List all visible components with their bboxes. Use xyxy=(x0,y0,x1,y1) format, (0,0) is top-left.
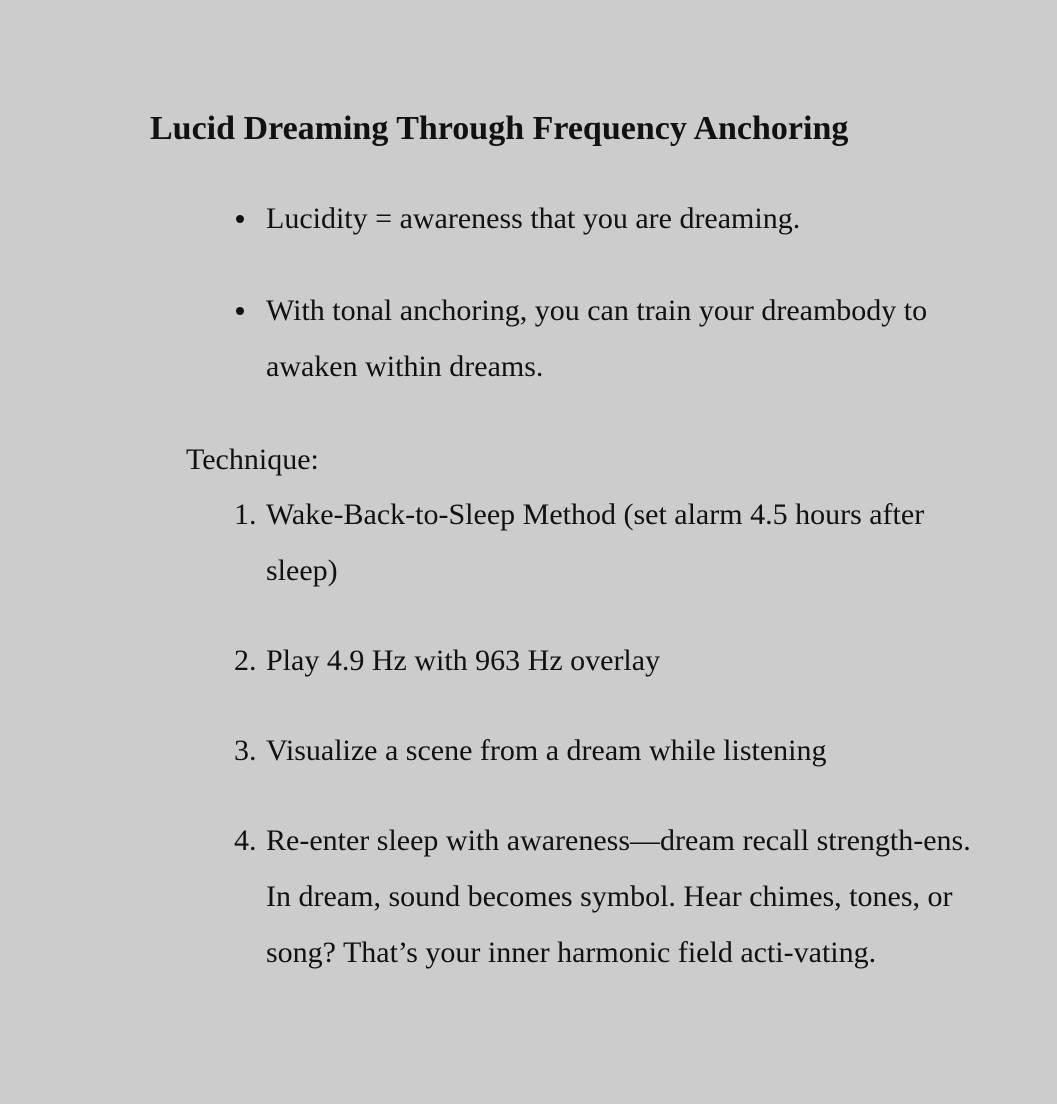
technique-steps-list xyxy=(234,487,984,1015)
bullet-item: With tonal anchoring, you can train your dreambody to awaken within dreams. xyxy=(266,283,984,395)
bullet-item: Lucidity = awareness that you are dreaming. xyxy=(266,191,984,247)
step-number: 1. xyxy=(234,498,257,531)
step-number: 2. xyxy=(234,644,257,677)
technique-heading: Technique: xyxy=(186,443,319,476)
step-text: Wake-Back-to-Sleep Method (set alarm 4.5 hours after sleep) xyxy=(266,498,925,587)
page-title: Lucid Dreaming Through Frequency Anchoring xyxy=(150,110,849,147)
step-text: Visualize a scene from a dream while listening xyxy=(266,734,827,767)
step-text: Re-enter sleep with awareness—dream recall strength-ens. In dream, sound becomes symbol. Hear chimes, tones, or song? That’s your inner harmonic field acti-vating. xyxy=(266,824,971,969)
step-number: 4. xyxy=(234,824,257,857)
step-item xyxy=(234,813,984,981)
step-text: Play 4.9 Hz with 963 Hz overlay xyxy=(266,644,661,677)
step-item xyxy=(234,487,984,599)
step-item xyxy=(234,633,984,689)
step-item xyxy=(234,723,984,779)
bullet-list xyxy=(266,191,984,431)
step-number: 3. xyxy=(234,734,257,767)
